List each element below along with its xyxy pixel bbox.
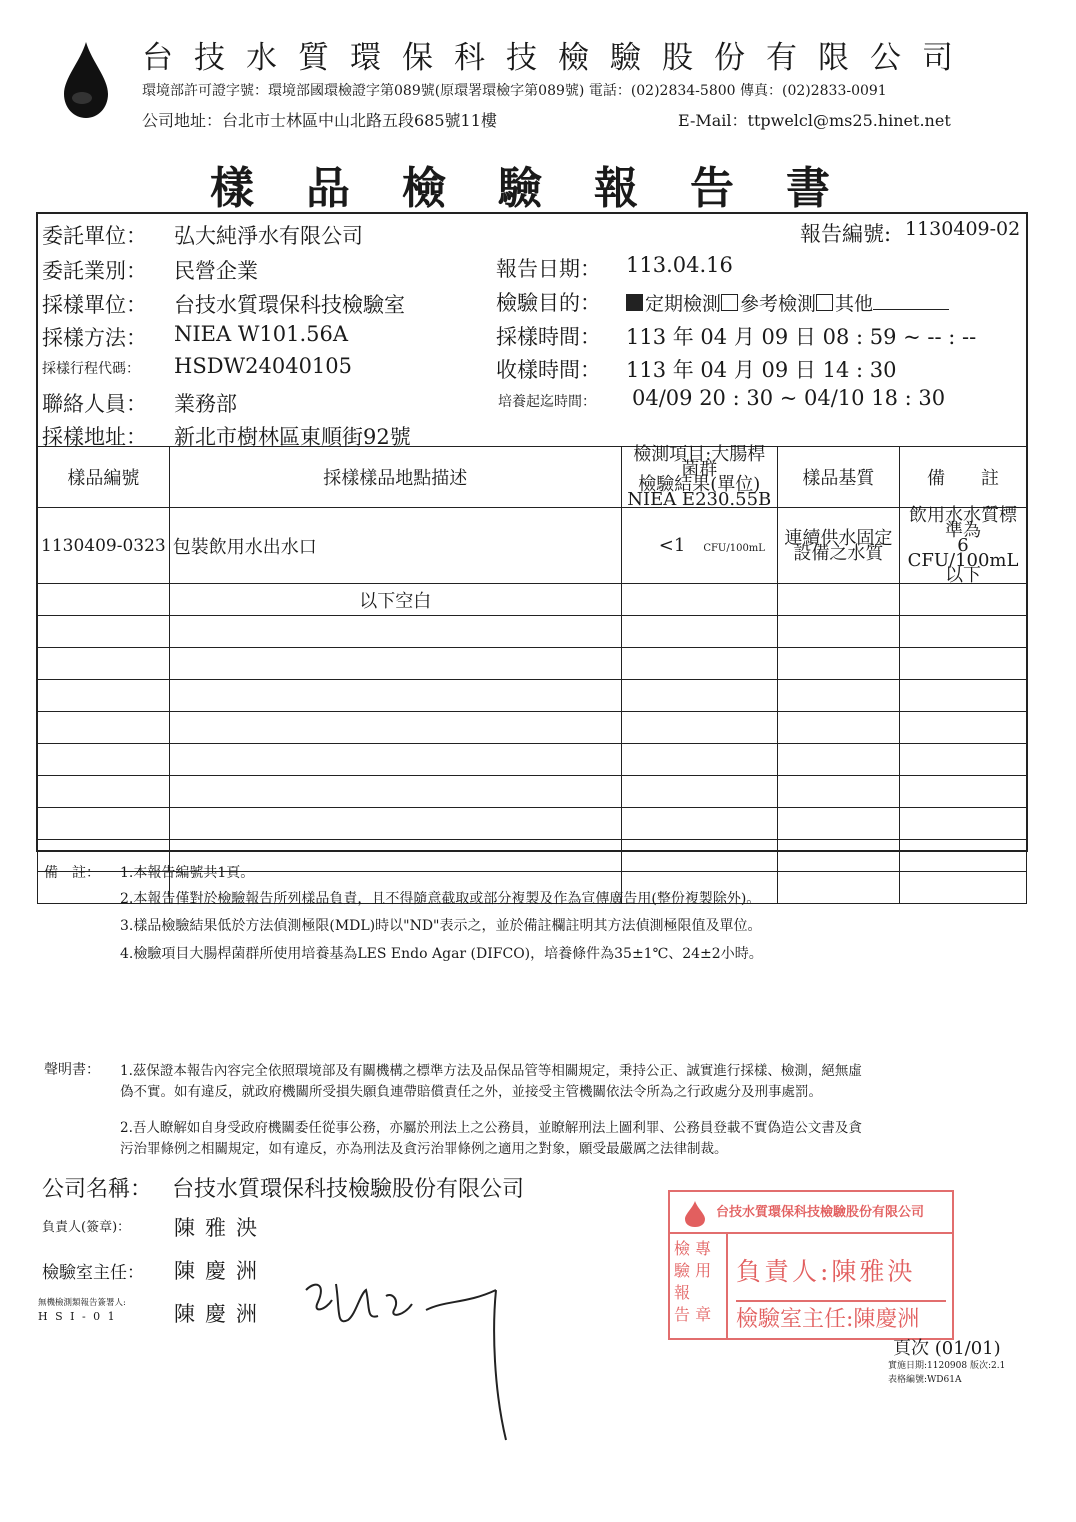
- table-header-row: [38, 447, 1027, 508]
- stamp-head: 負責人:陳雅泱: [736, 1257, 916, 1286]
- cell-matrix: [777, 508, 899, 584]
- table-row: [38, 712, 1027, 744]
- header-description: 採樣樣品地點描述: [169, 447, 621, 508]
- report-date-label: 報告日期：: [496, 257, 601, 281]
- lab-name: 陳慶洲: [174, 1259, 267, 1283]
- result-unit: CFU/100mL: [703, 543, 765, 554]
- header-matrix: 樣品基質: [777, 447, 899, 508]
- purpose-label: 檢驗目的：: [496, 291, 601, 315]
- company-email: E-Mail：ttpwelcl@ms25.hinet.net: [678, 111, 951, 130]
- sampling-unit-value: 台技水質環保科技檢驗室: [174, 293, 405, 317]
- stamp-side-4: 告 章: [674, 1305, 712, 1324]
- cell-sample-no: 1130409-0323: [38, 508, 170, 584]
- head-label: 負責人(簽章)：: [42, 1220, 131, 1235]
- remark-line1: 飲用水水質標準為: [909, 505, 1018, 541]
- table-row: [38, 680, 1027, 712]
- signer-name: 陳慶洲: [174, 1302, 267, 1326]
- lab-label: 檢驗室主任：: [42, 1263, 144, 1283]
- purpose-reference-checkbox[interactable]: [721, 294, 738, 311]
- table-row: [38, 508, 1027, 584]
- culture-label: 培養起迄時間：: [498, 394, 596, 410]
- purpose-other-checkbox[interactable]: [816, 294, 833, 311]
- table-row: [38, 744, 1027, 776]
- form-no: 表格編號:WD61A: [888, 1375, 962, 1385]
- stamp-side-2: 驗 用: [674, 1261, 712, 1280]
- stamp-side: [670, 1234, 728, 1340]
- results-table: [37, 446, 1027, 904]
- contact-value: 業務部: [174, 392, 237, 416]
- client-label: 委託單位：: [42, 224, 147, 248]
- note-3: 3.樣品檢驗結果低於方法偵測極限(MDL)時以"ND"表示之，並於備註欄註明其方法偵測極限值及單位。: [120, 918, 762, 934]
- code-value: HSDW24040105: [174, 354, 353, 378]
- remark-line2: 6 CFU/100mL以下: [907, 535, 1019, 586]
- signer-label: 無機檢測類報告簽署人:: [38, 1298, 126, 1308]
- header-test-item-line3: NIEA E230.55B: [627, 489, 772, 510]
- report-no-value: 1130409-02: [905, 218, 1021, 240]
- header-test-item-line2: 檢驗結果(單位): [638, 474, 761, 495]
- water-drop-logo: [60, 40, 112, 120]
- receive-time-label: 收樣時間：: [496, 358, 601, 382]
- company-address: 公司地址：台北市士林區中山北路五段685號11樓: [142, 111, 497, 130]
- matrix-line1: 連續供水固定: [784, 527, 893, 549]
- cell-remark: [900, 505, 1027, 586]
- purpose-options: [626, 289, 949, 316]
- header-test-item-line1: 檢測項目:大腸桿菌群: [633, 444, 766, 480]
- sampling-time-value: 113 年 04 月 09 日 08 : 59 ~ -- : --: [626, 325, 977, 349]
- method-value: NIEA W101.56A: [174, 322, 349, 346]
- table-row: [38, 584, 1027, 616]
- head-name: 陳雅泱: [174, 1216, 267, 1240]
- table-row: [38, 776, 1027, 808]
- footer-company: 台技水質環保科技檢驗股份有限公司: [172, 1177, 525, 1202]
- table-row: [38, 648, 1027, 680]
- client-value: 弘大純淨水有限公司: [174, 224, 363, 248]
- page-number: 頁次 (01/01): [893, 1338, 1001, 1359]
- declaration-label: 聲明書：: [44, 1062, 100, 1078]
- header-test-item: [621, 444, 777, 510]
- document-title: 樣品檢驗報告書: [210, 163, 882, 214]
- sampling-time-label: 採樣時間：: [496, 325, 601, 349]
- note-2: 2.本報告僅對於檢驗報告所列樣品負責，且不得隨意截取或部分複製及作為宣傳廣告用(整份複製除外)。: [120, 891, 761, 907]
- company-seal-stamp: [668, 1190, 954, 1340]
- license-line: 環境部許可證字號：環境部國環檢證字第089號(原環署環檢字第089號) 電話：(02)2834-5800 傳真：(02)2833-0091: [142, 83, 887, 99]
- stamp-lab: 檢驗室主任:陳慶洲: [736, 1300, 946, 1333]
- result-value: <1: [658, 535, 686, 556]
- stamp-side-3: 報: [674, 1283, 691, 1302]
- header-remark: 備 註: [900, 447, 1027, 508]
- culture-time-value: 04/09 20 : 30 ~ 04/10 18 : 30: [632, 386, 946, 410]
- header-sample-no: 樣品編號: [38, 447, 170, 508]
- purpose-option-regular: 定期檢測: [645, 293, 722, 315]
- type-value: 民營企業: [174, 259, 258, 283]
- blank-note: 以下空白: [169, 584, 621, 616]
- address-value: 新北市樹林區東順街92號: [174, 425, 411, 449]
- handwritten-signature: [296, 1270, 526, 1450]
- stamp-company: 台技水質環保科技檢驗股份有限公司: [670, 1192, 952, 1234]
- cell-result: [621, 508, 777, 584]
- declaration-1a: 1.茲保證本報告內容完全依照環境部及有關機構之標準方法及品保品管等相關規定，秉持公正、誠實進行採樣、檢測，絕無虛: [120, 1063, 862, 1079]
- matrix-line2: 設備之水質: [793, 542, 884, 564]
- declaration-2b: 污治罪條例之相關規定，如有違反，亦為刑法及貪污治罪條例之適用之對象，願受最嚴厲之法律制裁。: [120, 1141, 728, 1157]
- type-label: 委託業別：: [42, 259, 147, 283]
- report-date-value: 113.04.16: [626, 253, 733, 277]
- note-1: 1.本報告編號共1頁。: [120, 865, 255, 881]
- stamp-side-1: 檢 專: [674, 1239, 712, 1258]
- notes-label: 備 註：: [44, 865, 100, 881]
- purpose-regular-checkbox[interactable]: [626, 294, 643, 311]
- report-no-label: 報告編號:: [800, 222, 892, 246]
- purpose-option-other: 其他: [835, 293, 874, 315]
- table-row: [38, 616, 1027, 648]
- declaration-1b: 偽不實。如有違反，就政府機關所受損失願負連帶賠償責任之外，並接受主管機關依法令所為之行政處分及刑事處罰。: [120, 1084, 822, 1100]
- impl-date: 實施日期:1120908 版次:2.1: [888, 1361, 1006, 1371]
- table-row: [38, 808, 1027, 840]
- company-title: 台技水質環保科技檢驗股份有限公司: [142, 40, 974, 76]
- declaration-2a: 2.吾人瞭解如自身受政府機關委任從事公務，亦屬於刑法上之公務員，並瞭解刑法上圖利罪、公務員登載不實偽造公文書及貪: [120, 1120, 862, 1136]
- stamp-drop-icon: [682, 1200, 708, 1228]
- purpose-option-reference: 參考檢測: [740, 293, 817, 315]
- note-4: 4.檢驗項目大腸桿菌群所使用培養基為LES Endo Agar (DIFCO)，培養條件為35±1℃、24±2小時。: [120, 946, 763, 962]
- signer-code: H S I - 0 1: [38, 1310, 117, 1323]
- address-label: 採樣地址：: [42, 425, 147, 449]
- method-label: 採樣方法：: [42, 326, 147, 350]
- footer-company-label: 公司名稱：: [42, 1177, 153, 1202]
- sampling-unit-label: 採樣單位：: [42, 293, 147, 317]
- contact-label: 聯絡人員：: [42, 392, 147, 416]
- cell-description: 包裝飲用水出水口: [169, 508, 621, 584]
- code-label: 採樣行程代碼：: [42, 361, 140, 377]
- receive-time-value: 113 年 04 月 09 日 14 : 30: [626, 358, 897, 382]
